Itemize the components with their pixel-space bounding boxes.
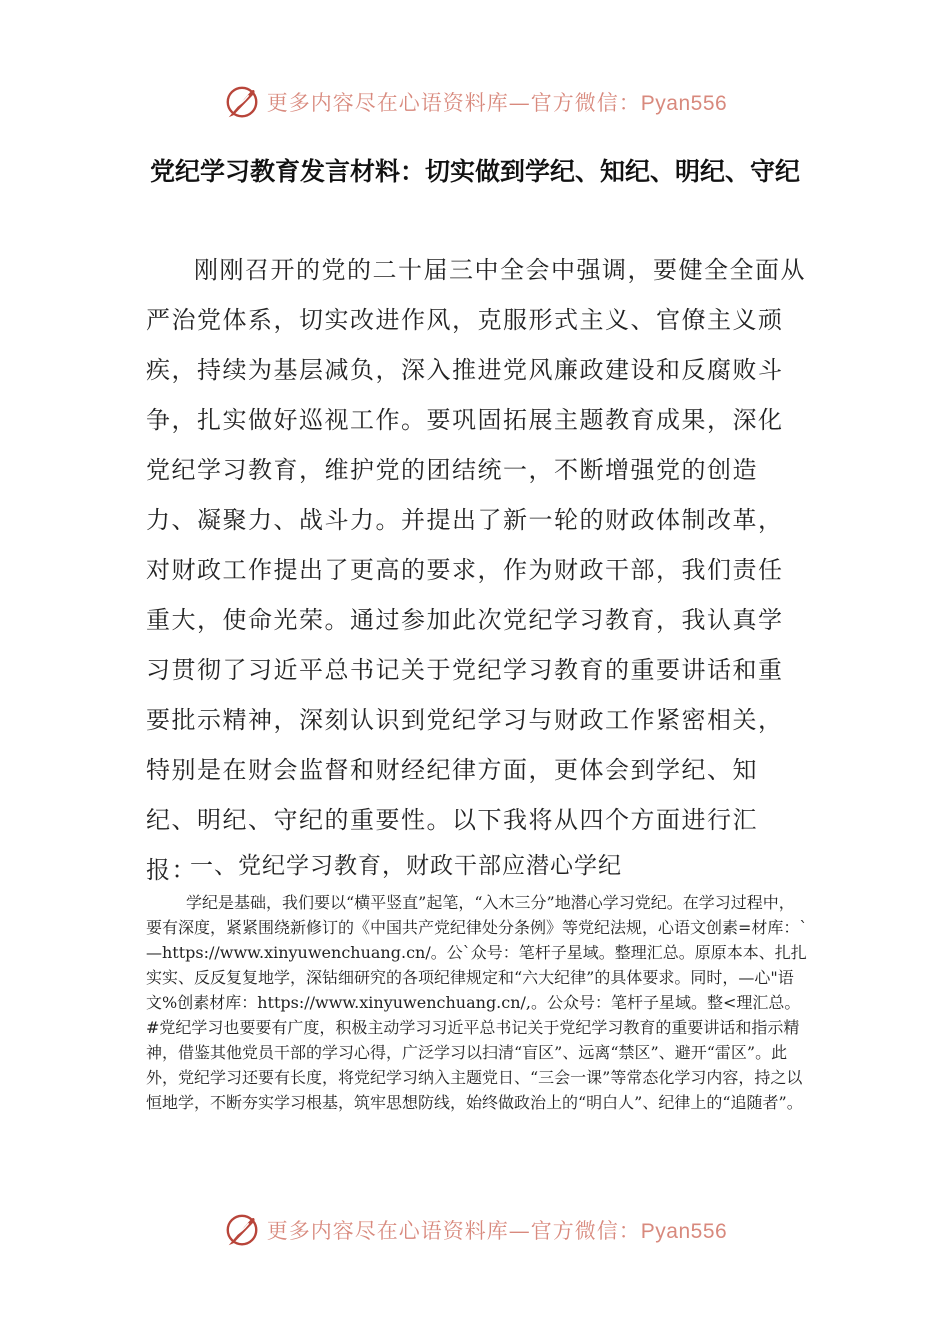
footer-watermark-banner: [0, 1210, 950, 1250]
footer-wechat-handle: Pyan556: [640, 1220, 728, 1243]
section-1-body: 学纪是基础，我们要以“横平竖直”起笔，“入木三分”地潜心学习党纪。在学习过程中，要有深度，紧紧围绕新修订的《中国共产党纪律处分条例》等党纪法规，心语文创素=材库：`—https://www.xinyuwenchuang.cn/。公`众号：笔杆子星域。整理汇总。原原本本、扎扎实实、反反复复地学，深钻细研究的各项纪律规定和“六大纪律”的具体要求。同时，—心"语文%创素材库：https://www.xinyuwenchuang.cn/,。公众号：笔杆子星域。整<理汇总。#党纪学习也要要有广度，积极主动学习习近平总书记关于党纪学习教育的重要讲话和指示精神，借鉴其他党员干部的学习心得，广泛学习以扫清“盲区”、远离“禁区”、避开“雷区”。此外，党纪学习还要有长度，将党纪学习纳入主题党日、“三会一课”等常态化学习内容，持之以恒地学，不断夯实学习根基，筑牢思想防线，始终做政治上的“明白人”、纪律上的“追随者”。: [146, 893, 808, 1112]
header-wechat-handle: Pyan556: [640, 92, 728, 115]
lead-paragraph: 刚刚召开的党的二十届三中全会中强调，要健全全面从严治党体系，切实改进作风，克服形式主义、官僚主义顽疾，持续为基层减负，深入推进党风廉政建设和反腐败斗争，扎实做好巡视工作。要巩固拓展主题教育成果，深化党纪学习教育，维护党的团结统一，不断增强党的创造力、凝聚力、战斗力。并提出了新一轮的财政体制改革，对财政工作提出了更高的要求，作为财政干部，我们责任重大，使命光荣。通过参加此次党纪学习教育，我认真学习贯彻了习近平总书记关于党纪学习教育的重要讲话和重要批示精神，深刻认识到党纪学习与财政工作紧密相关，特别是在财会监督和财经纪律方面，更体会到学纪、知纪、明纪、守纪的重要性。以下我将从四个方面进行汇报：: [146, 256, 806, 884]
footer-watermark-text: [267, 1215, 727, 1245]
section-1-heading: 一、党纪学习教育，财政干部应潜心学纪: [190, 853, 622, 879]
document-title: 党纪学习教育发言材料：切实做到学纪、知纪、明纪、守纪: [149, 157, 800, 186]
header-watermark-banner: [0, 82, 950, 122]
quill-pen-logo-icon: [223, 83, 261, 121]
quill-pen-logo-icon: [223, 1211, 261, 1249]
header-watermark-label: 更多内容尽在心语资料库—官方微信：: [266, 91, 641, 115]
header-watermark-text: [267, 87, 727, 117]
footer-watermark-label: 更多内容尽在心语资料库—官方微信：: [266, 1219, 641, 1243]
